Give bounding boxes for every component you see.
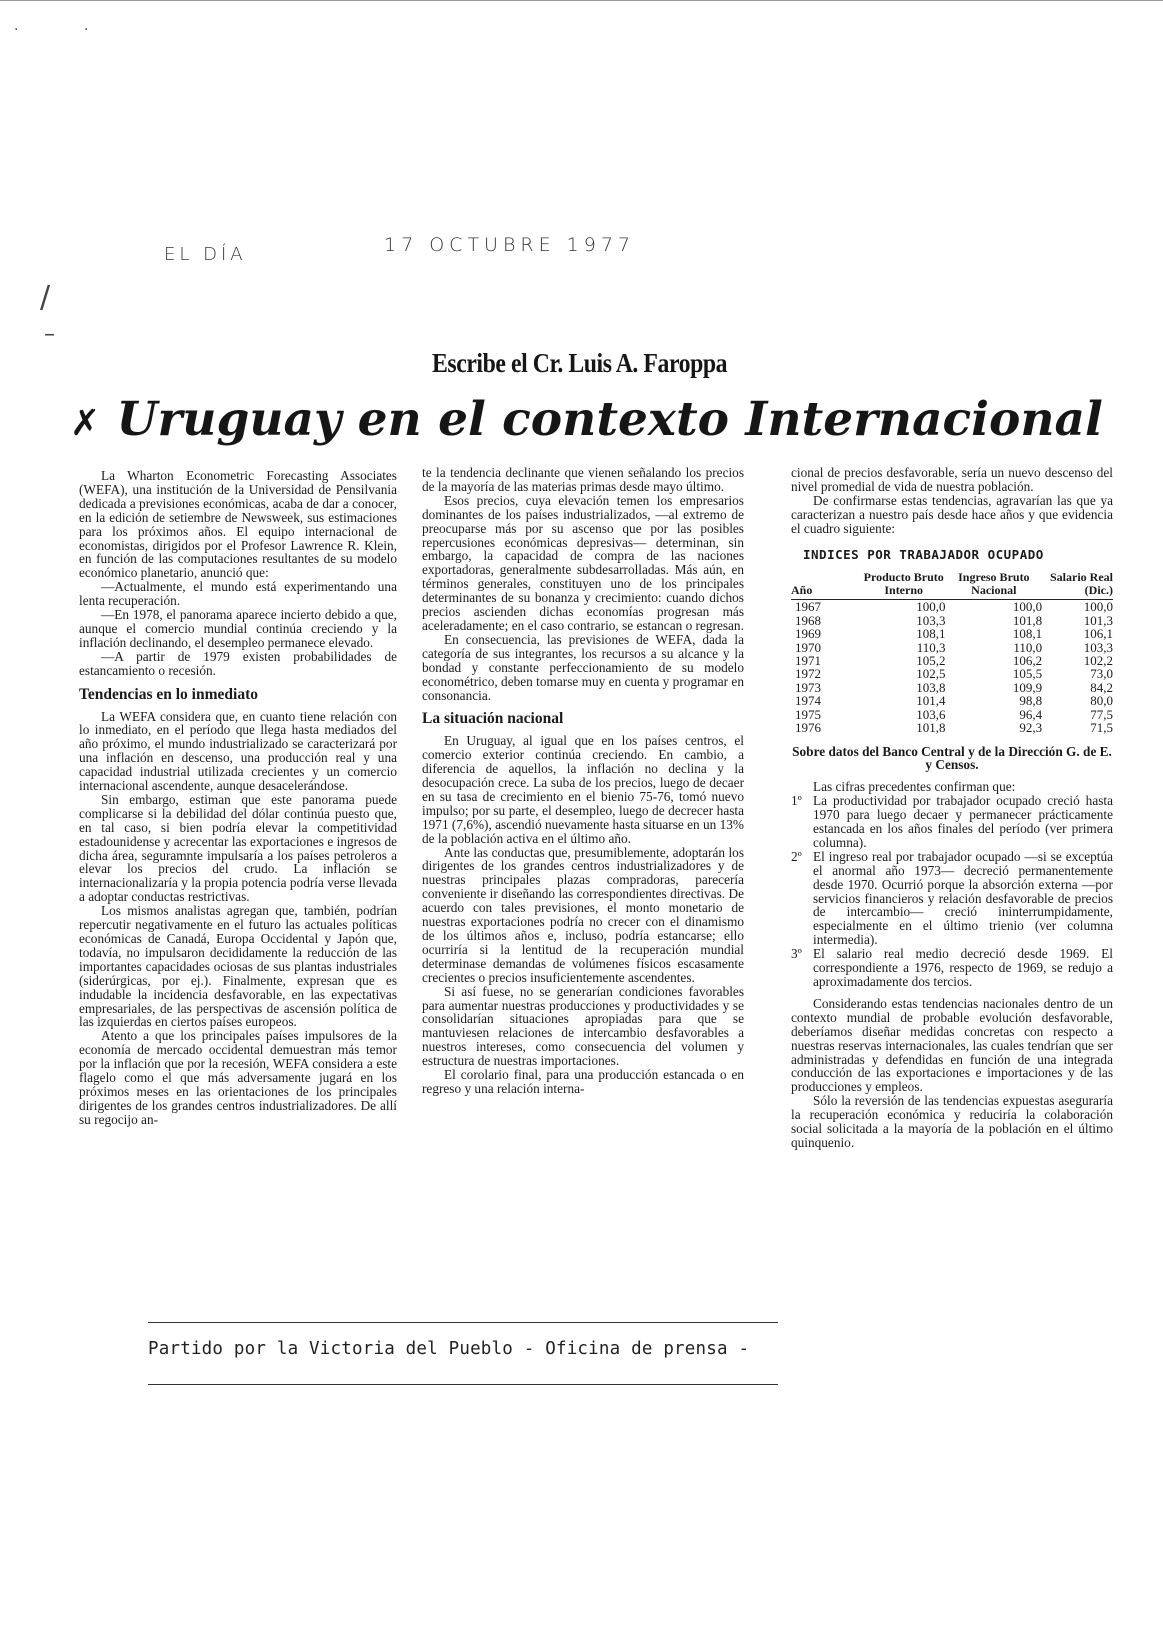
table-row: [791, 614, 1113, 627]
table-row: [791, 708, 1113, 721]
article-column-2: [422, 466, 744, 1096]
table-cell: 1967: [795, 599, 821, 615]
table-header: Producto Bruto Interno: [862, 571, 946, 600]
table-cell: 103,3: [916, 612, 946, 628]
table-row: [791, 627, 1113, 640]
table-cell: 101,4: [916, 693, 946, 709]
headline-check-mark: ✗: [70, 403, 101, 444]
table-cell: 108,1: [916, 626, 946, 642]
table-cell: 1968: [795, 612, 821, 628]
list-number: 3º: [791, 946, 802, 962]
margin-speck: ·: [14, 22, 19, 38]
table-cell: 109,9: [1012, 679, 1043, 695]
paragraph: De confirmarse estas tendencias, agravarían las que ya caracterizan a nuestro país desde hace años y que evidencia el cuadro siguiente:: [791, 492, 1113, 536]
headline-text: Uruguay en el contexto Internacional: [116, 392, 1103, 447]
table-cell: 102,2: [1083, 653, 1113, 669]
list-item-text: El salario real medio decreció desde 1969. El correspondiente a 1976, respecto de 1969, se redujo a aproximadamente dos tercios.: [813, 946, 1113, 989]
paragraph: La WEFA considera que, en cuanto tiene relación con lo inmediato, en el período que llega hasta mediados del año próximo, el mundo industrializado se caracterizará por una inflación en descenso, una producción real y una capacidad industrial utilizada crecientes y un comercio internacional ascendente, aunque desacelerándose.: [79, 708, 397, 794]
article-headline: [70, 392, 1103, 447]
conclusions-list: [791, 794, 1113, 989]
paragraph: Ante las conductas que, presumiblemente, adoptarán los dirigentes de los grandes centros industrializadores y de nuestras principales plazas compradoras, parecería conveniente ir diseñando las correspondientes directivas. De acuerdo con tales previsiones, el monto monetario de nuestras exportaciones podría no crecer con el dinamismo de los últimos años e, incluso, podría estancarse; ello ocurriría si la lentitud de la recuperación mundial determinase demandas de volúmenes físicos escasamente crecientes o precios insuficientemente ascendentes.: [422, 844, 744, 985]
section-heading: La situación nacional: [422, 710, 564, 728]
handwritten-date: 17 OCTUBRE 1977: [384, 234, 635, 256]
table-cell: 1969: [795, 626, 821, 642]
table-cell: 103,8: [916, 679, 946, 695]
paragraph: La Wharton Econometric Forecasting Associates (WEFA), una institución de la Universidad de Pensilvania dedicada a previsiones económicas, acaba de dar a conocer, en la edición de setiembre de Newsweek, sus estimaciones para los próximos años. El equipo internacional de economistas, dirigidos por el Profesor Lawrence R. Klein, en función de las computaciones resultantes de su modelo económico planetario, anunció que:: [79, 468, 397, 581]
paragraph: te la tendencia declinante que vienen señalando los precios de la mayoría de las materias primas desde mayo último.: [422, 465, 744, 494]
table-row: [791, 681, 1113, 694]
table-cell: 103,3: [1083, 639, 1113, 655]
table-cell: 77,5: [1090, 706, 1113, 722]
table-cell: 71,5: [1090, 720, 1113, 736]
table-cell: 101,8: [916, 720, 946, 736]
list-item: [791, 850, 1113, 947]
table-cell: 101,3: [1083, 612, 1113, 628]
table-cell: 108,1: [1012, 626, 1043, 642]
table-cell: 1974: [795, 693, 821, 709]
table-row: [791, 667, 1113, 680]
table-header: Ingreso Bruto Nacional: [946, 571, 1043, 600]
table-cell: 105,5: [1012, 666, 1043, 682]
table-cell: 102,5: [916, 666, 946, 682]
list-number: 1º: [791, 793, 802, 809]
table-row: [791, 641, 1113, 654]
table-row: [791, 600, 1113, 614]
page-top-edge: [0, 0, 1163, 2]
paragraph: Sin embargo, estiman que este panorama puede complicarse si la debilidad del dólar continúa puesto que, en tal caso, si bien podría elevar la competitividad estadounidense y acrecentar las exportaciones e ingresos de dicha área, seguramnte impulsaría a los países petroleros a elevar los precios del crudo. La inflación se internacionalizaría y la propia potencia podría verse llevada a adoptar conductas restrictivas.: [79, 791, 397, 905]
paragraph: Esos precios, cuya elevación temen los empresarios dominantes de los países industrializados, —al extremo de preocuparse más por su ascenso que por las posibles repercusiones económicas depresivas— determinan, sin embargo, la capacidad de compra de las naciones exportadoras, generalmente subdesarrolladas. Más aún, en términos generales, constituyen uno de los principales determinantes de su bonanza y crecimiento: cuando dichos precios ascienden dichas economías progresan más aceleradamente; en el caso contrario, se estancan o regresan.: [422, 492, 744, 633]
margin-slash-mark: /: [40, 280, 51, 315]
paragraph: —Actualmente, el mundo está experimentando una lenta recuperación.: [79, 579, 397, 609]
paragraph: Las cifras precedentes confirman que:: [813, 779, 1016, 795]
table-cell: 105,2: [916, 653, 946, 669]
table-cell: 1976: [795, 720, 821, 736]
table-cell: 92,3: [1019, 720, 1043, 736]
table-cell: 1973: [795, 679, 821, 695]
table-row: [791, 694, 1113, 707]
table-cell: 100,0: [916, 599, 946, 615]
paragraph: cional de precios desfavorable, sería un nuevo descenso del nivel promedial de vida de nuestra población.: [791, 465, 1113, 494]
list-item: [791, 794, 1113, 850]
article-column-1: [79, 469, 397, 1127]
table-cell: 100,0: [1083, 599, 1113, 615]
table-title: INDICES POR TRABAJADOR OCUPADO: [803, 546, 1044, 562]
handwritten-newspaper: EL DÍA: [164, 244, 247, 265]
table-cell: 101,8: [1012, 612, 1043, 628]
table-row: [791, 721, 1113, 734]
table-cell: 96,4: [1019, 706, 1043, 722]
margin-speck: ·: [84, 22, 89, 38]
table-header-row: [791, 571, 1113, 600]
paragraph: —A partir de 1979 existen probabilidades de estancamiento o recesión.: [79, 648, 397, 678]
table-cell: 110,3: [916, 639, 946, 655]
indices-table: [791, 571, 1113, 734]
table-cell: 106,2: [1012, 653, 1043, 669]
footer-rule-top: [148, 1322, 778, 1323]
paragraph: Considerando estas tendencias nacionales dentro de un contexto mundial de probable evolución desfavorable, deberíamos diseñar medidas concretas con respecto a nuestras reservas internacionales, las cuales tendrían que ser administradas y defendidas en función de una integrada conducción de las exportaciones e importaciones y de las producciones y empleos.: [791, 995, 1113, 1095]
table-cell: 110,0: [1013, 639, 1043, 655]
table-cell: 73,0: [1090, 666, 1113, 682]
list-item: [791, 947, 1113, 989]
paragraph: Los mismos analistas agregan que, también, podrían repercutir negativamente en el futuro las actuales políticas económicas de Canadá, Europa Occidental y Japón que, todavía, no impulsaron decididamente la reducción de las importantes capacidades ociosas de sus plantas industriales (siderúrgicas, por ej.). Finalmente, expresan que es indudable la incidencia desfavorable, en las expectativas empresariales, de las perspectivas de ascensión política de las izquierdas en ciertos países europeos.: [79, 903, 397, 1030]
section-heading: Tendencias en lo inmediato: [79, 685, 258, 703]
table-cell: 103,6: [916, 706, 946, 722]
table-cell: 98,8: [1019, 693, 1043, 709]
table-cell: 1975: [795, 706, 821, 722]
table-source-note: Sobre datos del Banco Central y de la Dirección G. de E. y Censos.: [792, 743, 1112, 773]
list-item-text: El ingreso real por trabajador ocupado —si se exceptúa el anormal año 1973— decreció permanentemente desde 1970. Ocurrió porque la absorción externa —por servicios financieros y relación desfavorable de precios de intercambio— creció ininterrumpidamente, especialmente en el último trienio (ver columna intermedia).: [813, 848, 1113, 948]
table-cell: 1972: [795, 666, 821, 682]
paragraph: Si así fuese, no se generarían condiciones favorables para aumentar nuestras producciones y productividades y se consolidarían situaciones apropiadas para que se mantuviesen relaciones de intercambio desfavorables a nuestros intereses, como consecuencia del volumen y estructura de nuestras importaciones.: [422, 983, 744, 1069]
paragraph: Sólo la reversión de las tendencias expuestas aseguraría la recuperación económica y reduciría la colaboración social solicitada a la mayoría de la población en el último quinquenio.: [791, 1093, 1113, 1150]
paragraph: El corolario final, para una producción estancada o en regreso y una relación interna-: [422, 1067, 744, 1096]
table-cell: 80,0: [1090, 693, 1113, 709]
table-row: [791, 654, 1113, 667]
paragraph: —En 1978, el panorama aparece incierto debido a que, aunque el comercio mundial continúa creciendo y la inflación declinando, el desempleo permanece elevado.: [79, 607, 397, 650]
footer-rule-bottom: [148, 1384, 778, 1385]
footer-text: Partido por la Victoria del Pueblo - Oficina de prensa -: [148, 1339, 750, 1359]
list-number: 2º: [791, 848, 802, 864]
table-header: Salario Real (Dic.): [1042, 571, 1113, 600]
table-cell: 1970: [795, 639, 821, 655]
table-cell: 106,1: [1083, 626, 1113, 642]
table-cell: 100,0: [1012, 599, 1043, 615]
table-body: [791, 600, 1113, 735]
list-item-text: La productividad por trabajador ocupado creció hasta 1970 para luego decaer y permanecer prácticamente estancada en los años finales del período (ver primera columna).: [813, 793, 1113, 850]
table-header: Año: [791, 571, 862, 600]
margin-dash-mark: –: [44, 322, 55, 347]
article-column-3: [791, 466, 1113, 1150]
paragraph: En Uruguay, al igual que en los países centros, el comercio exterior continúa creciendo. En cambio, a diferencia de aquellos, la inflación no declina y la desocupación crece. La suba de los precios, luego de decaer en su tasa de crecimiento en el bienio 75-76, tomó nuevo impulso; por su parte, el desempleo, luego de decrecer hasta 1971 (7,6%), ascendió nuevamente hasta situarse en un 13% de la población activa en el último año.: [422, 733, 744, 846]
table-cell: 84,2: [1090, 679, 1113, 695]
paragraph: Atento a que los principales países impulsores de la economía de mercado occidental demuestran más temor por la inflación que por la recesión, WEFA considera a este flagelo como el que más adversamente jugará en los próximos meses en las orientaciones de los principales dirigentes de los grandes centros industrializadores. De allí su regocijo an-: [79, 1028, 397, 1127]
paragraph: En consecuencia, las previsiones de WEFA, dada la categoría de sus integrantes, los recursos a su alcance y la bondad y constante perfeccionamiento de su modelo econométrico, deben tomarse muy en cuenta y programar en consonancia.: [422, 631, 744, 703]
article-byline: Escribe el Cr. Luis A. Faroppa: [432, 348, 728, 378]
table-cell: 1971: [795, 653, 821, 669]
